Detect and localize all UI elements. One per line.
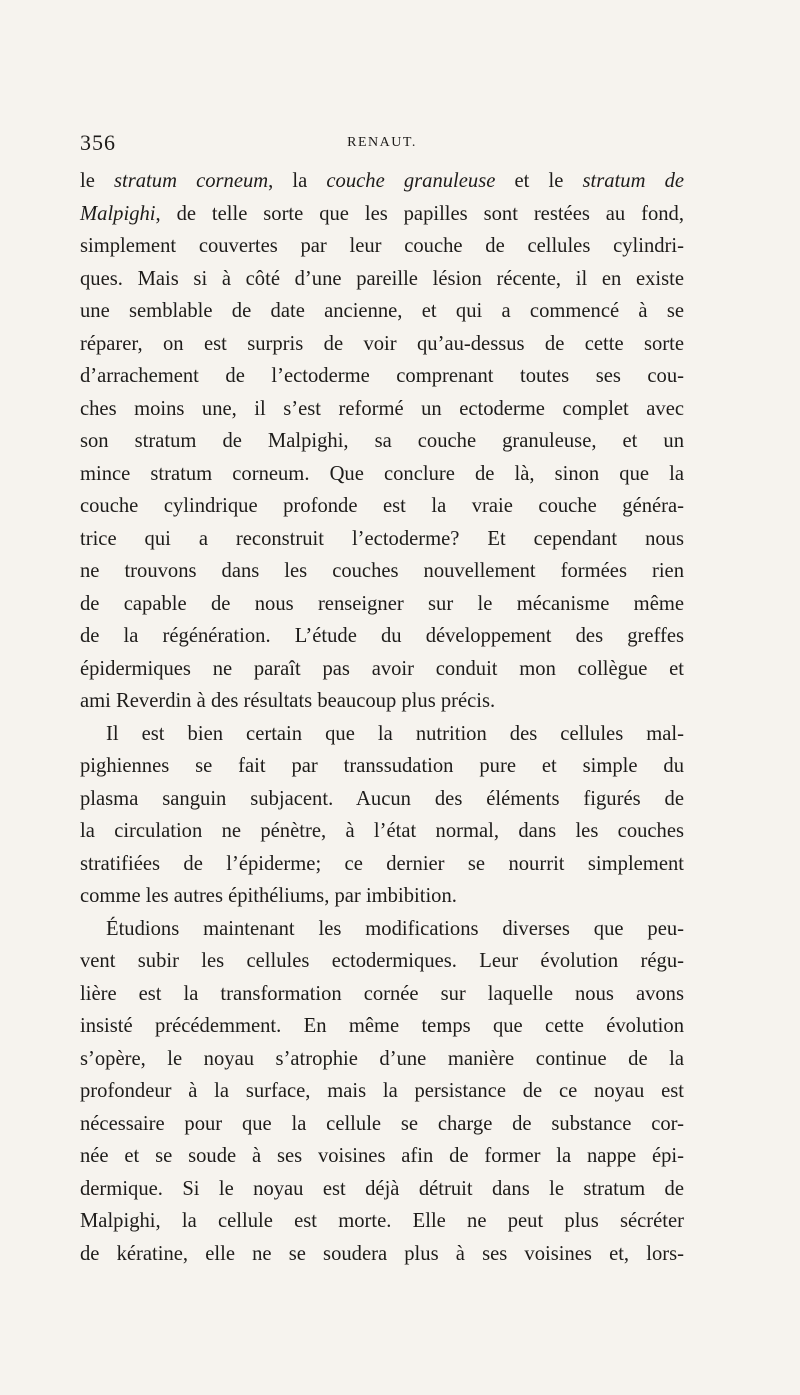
text-segment: une semblable de date ancienne, et qui a commencé à se [80, 300, 684, 322]
text-line [80, 978, 684, 1011]
text-line [80, 848, 684, 881]
text-line [80, 913, 684, 946]
text-segment: de la régénération. L’étude du développement des greffes [80, 625, 684, 647]
text-line [80, 815, 684, 848]
text-segment: ami Reverdin à des résultats beaucoup plus précis. [80, 690, 496, 712]
text-segment: ques. Mais si à côté d’une pareille lésion récente, il en existe [80, 267, 684, 290]
text-line [80, 1108, 684, 1141]
text-line [80, 295, 684, 328]
text-line [80, 1205, 684, 1238]
text-segment: lière est la transformation cornée sur laquelle nous avons [80, 982, 684, 1005]
text-segment: plasma sanguin subjacent. Aucun des éléments figurés de [80, 787, 684, 810]
text-segment: mince stratum corneum. Que conclure de là, sinon que la [80, 462, 684, 485]
text-line [80, 1238, 684, 1271]
text-line [80, 263, 684, 296]
running-head: RENAUT. [347, 135, 417, 150]
text-line [80, 393, 684, 426]
italic-term: stratum de [582, 170, 685, 192]
text-segment: stratifiées de l’épiderme; ce dernier se nourrit simplement [80, 852, 684, 875]
text-line [80, 620, 684, 653]
text-line [80, 945, 684, 978]
italic-term: couche granuleuse [326, 170, 496, 192]
body-text [80, 165, 684, 1270]
text-segment: épidermiques ne paraît pas avoir conduit mon collègue et [80, 657, 684, 680]
text-line [80, 555, 684, 588]
text-line [80, 360, 684, 393]
text-line [80, 1043, 684, 1076]
text-line [80, 783, 684, 816]
text-segment: , de telle sorte que les papilles sont restées au fond, [155, 202, 684, 225]
text-segment: , la [268, 170, 327, 192]
text-line [80, 718, 684, 751]
text-segment: et le [495, 170, 583, 192]
text-segment: née et se soude à ses voisines afin de former la nappe épi- [80, 1145, 684, 1167]
text-line [80, 1173, 684, 1206]
text-segment: réparer, on est surpris de voir qu’au-dessus de cette sorte [80, 332, 684, 355]
text-segment: Malpighi, la cellule est morte. Elle ne peut plus sécréter [80, 1210, 684, 1232]
text-segment: pighiennes se fait par transsudation pure et simple du [80, 755, 684, 777]
text-segment: le [80, 170, 114, 192]
text-line [80, 1010, 684, 1043]
text-line [80, 880, 684, 913]
text-line [80, 1075, 684, 1108]
text-segment: nécessaire pour que la cellule se charge de substance cor- [80, 1112, 684, 1135]
text-segment: trice qui a reconstruit l’ectoderme? Et cependant nous [80, 527, 684, 550]
text-line [80, 328, 684, 361]
text-line [80, 685, 684, 718]
text-segment: dermique. Si le noyau est déjà détruit dans le stratum de [80, 1177, 684, 1200]
text-segment: ne trouvons dans les couches nouvellement formées rien [80, 560, 684, 582]
text-line [80, 588, 684, 621]
text-segment: d’arrachement de l’ectoderme comprenant toutes ses cou- [80, 365, 684, 387]
text-line [80, 458, 684, 491]
text-line [80, 198, 684, 231]
text-line [80, 653, 684, 686]
text-segment: de kératine, elle ne se soudera plus à ses voisines et, lors- [80, 1242, 684, 1265]
text-segment: couche cylindrique profonde est la vraie couche généra- [80, 495, 684, 517]
text-segment: insisté précédemment. En même temps que cette évolution [80, 1015, 684, 1037]
page-number: 356 [80, 130, 116, 155]
text-line [80, 1140, 684, 1173]
text-line [80, 490, 684, 523]
text-segment: son stratum de Malpighi, sa couche granuleuse, et un [80, 430, 684, 452]
text-line [80, 230, 684, 263]
text-segment: s’opère, le noyau s’atrophie d’une manière continue de la [80, 1047, 684, 1070]
italic-term: Malpighi [80, 202, 156, 225]
text-segment: comme les autres épithéliums, par imbibition. [80, 885, 457, 907]
text-line [80, 425, 684, 458]
italic-term: stratum corneum [114, 170, 269, 192]
text-segment: Il est bien certain que la nutrition des cellules mal- [106, 722, 684, 745]
text-segment: ches moins une, il s’est reformé un ectoderme complet avec [80, 397, 684, 420]
text-segment: simplement couvertes par leur couche de cellules cylindri- [80, 235, 684, 257]
text-segment: Étudions maintenant les modifications diverses que peu- [106, 917, 684, 940]
text-line [80, 523, 684, 556]
text-line [80, 165, 684, 198]
text-segment: la circulation ne pénètre, à l’état normal, dans les couches [80, 820, 684, 842]
text-segment: profondeur à la surface, mais la persistance de ce noyau est [80, 1080, 684, 1102]
page-header [80, 130, 684, 160]
text-segment: vent subir les cellules ectodermiques. Leur évolution régu- [80, 950, 684, 972]
text-line [80, 750, 684, 783]
text-segment: de capable de nous renseigner sur le mécanisme même [80, 592, 684, 615]
